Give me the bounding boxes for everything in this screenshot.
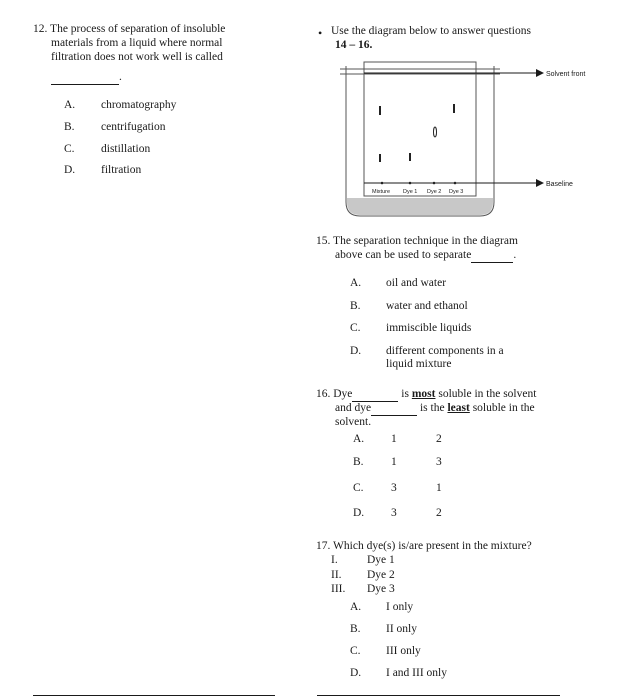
question-16-option-d-first: 3 bbox=[391, 507, 397, 519]
question-15-line2 bbox=[335, 248, 516, 263]
question-12-stem-line1: The process of separation of insoluble bbox=[50, 23, 226, 35]
baseline-label: Baseline bbox=[546, 181, 573, 188]
question-16-option-d-letter: D. bbox=[353, 507, 365, 519]
question-16-soluble-in-the: soluble in the bbox=[472, 402, 535, 414]
bottom-rule-right bbox=[317, 695, 560, 696]
question-16-is-word: is bbox=[401, 388, 409, 400]
question-17-item-3-roman: III. bbox=[331, 583, 346, 595]
question-15-stem-line2: above can be used to separate bbox=[335, 249, 472, 261]
question-17-item-1-text: Dye 1 bbox=[367, 554, 395, 566]
intro-line2: 14 – 16. bbox=[335, 39, 373, 51]
question-15-option-a-text: oil and water bbox=[386, 277, 447, 289]
question-16-line1 bbox=[316, 387, 536, 402]
question-12 bbox=[33, 22, 283, 85]
question-12-option-c-text: distillation bbox=[101, 143, 151, 155]
question-16-line2 bbox=[335, 401, 535, 416]
question-16-and-dye: and dye bbox=[335, 402, 372, 414]
question-12-option-b-text: centrifugation bbox=[101, 121, 166, 133]
dye-3-baseline-dot bbox=[454, 182, 457, 185]
question-12-option-c-letter: C. bbox=[64, 143, 75, 155]
question-16-solvent: solvent. bbox=[335, 416, 372, 428]
question-12-option-d-letter: D. bbox=[64, 164, 76, 176]
dye-2-baseline-dot bbox=[433, 182, 436, 185]
question-16-is-the: is the bbox=[419, 402, 445, 414]
solvent-front-label: Solvent front bbox=[546, 71, 586, 78]
question-16-option-c-second: 1 bbox=[436, 482, 442, 494]
question-17-item-1-roman: I. bbox=[331, 554, 338, 566]
question-15-option-d-text2: liquid mixture bbox=[386, 358, 452, 370]
question-17-item-2-roman: II. bbox=[331, 569, 342, 581]
question-15-option-c-letter: C. bbox=[350, 322, 361, 334]
question-15-option-c-text: immiscible liquids bbox=[386, 322, 472, 334]
question-15-option-d-letter: D. bbox=[350, 345, 362, 357]
question-12-option-d-text: filtration bbox=[101, 164, 142, 176]
question-15-option-b-text: water and ethanol bbox=[386, 300, 468, 312]
question-16-option-c-first: 3 bbox=[391, 482, 397, 494]
question-17-option-a-letter: A. bbox=[350, 601, 362, 613]
dye-1-baseline-dot bbox=[409, 182, 412, 185]
question-12-number: 12. bbox=[33, 23, 48, 35]
question-12-option-a-letter: A. bbox=[64, 99, 76, 111]
question-12-stem-line2: materials from a liquid where normal bbox=[51, 37, 223, 49]
question-16-dye-word: Dye bbox=[333, 388, 353, 400]
question-16-blank-1 bbox=[352, 387, 398, 402]
question-15-line1 bbox=[316, 234, 518, 248]
question-15-stem-line1: The separation technique in the diagram bbox=[333, 235, 518, 247]
question-17-option-b-text: II only bbox=[386, 623, 417, 635]
question-15-number: 15. bbox=[316, 235, 331, 247]
question-12-period: . bbox=[119, 71, 122, 83]
question-16-option-b-letter: B. bbox=[353, 456, 364, 468]
question-16-option-a-letter: A. bbox=[353, 433, 365, 445]
question-17-option-d-letter: D. bbox=[350, 667, 362, 679]
question-17-stem: Which dye(s) is/are present in the mixture? bbox=[333, 540, 532, 552]
question-16-option-b-second: 3 bbox=[436, 456, 442, 468]
question-17-option-c-letter: C. bbox=[350, 645, 361, 657]
question-16-option-a-first: 1 bbox=[391, 433, 397, 445]
question-15-option-b-letter: B. bbox=[350, 300, 361, 312]
mixture-label: Mixture bbox=[372, 189, 391, 195]
chromatography-paper bbox=[364, 62, 476, 196]
intro-bullet-icon: • bbox=[318, 26, 323, 40]
question-16-blank-2 bbox=[371, 401, 417, 416]
question-15-period: . bbox=[513, 249, 517, 261]
mixture-baseline-dot bbox=[381, 182, 384, 185]
solvent-front-arrowhead bbox=[536, 69, 544, 77]
question-16-option-d-second: 2 bbox=[436, 507, 442, 519]
dye-3-label: Dye 3 bbox=[449, 189, 464, 195]
question-17-number: 17. bbox=[316, 540, 331, 552]
bottom-rule-left bbox=[33, 695, 275, 696]
question-17-option-a-text: I only bbox=[386, 601, 414, 613]
question-17-item-3-text: Dye 3 bbox=[367, 583, 395, 595]
intro-line1: Use the diagram below to answer questions bbox=[331, 25, 531, 37]
chromatography-diagram bbox=[330, 52, 620, 222]
question-16-option-a-second: 2 bbox=[436, 433, 442, 445]
question-17-item-2-text: Dye 2 bbox=[367, 569, 395, 581]
question-15-answer-blank bbox=[471, 248, 513, 263]
question-15-option-a-letter: A. bbox=[350, 277, 362, 289]
question-17-line1 bbox=[316, 539, 532, 553]
question-12-option-b-letter: B. bbox=[64, 121, 75, 133]
dye-2-label: Dye 2 bbox=[427, 189, 442, 195]
question-12-option-a-text: chromatography bbox=[101, 99, 177, 111]
question-17-option-d-text: I and III only bbox=[386, 667, 447, 679]
question-16-soluble-text: soluble in the solvent bbox=[438, 388, 537, 400]
question-12-stem-line3: filtration does not work well is called bbox=[51, 51, 223, 63]
question-16-most-word: most bbox=[411, 388, 436, 400]
question-17-option-b-letter: B. bbox=[350, 623, 361, 635]
question-16-option-c-letter: C. bbox=[353, 482, 364, 494]
question-12-answer-blank bbox=[51, 70, 119, 85]
question-16-number: 16. bbox=[316, 388, 331, 400]
solvent-layer bbox=[347, 198, 493, 215]
question-15-option-d-text: different components in a bbox=[386, 345, 504, 357]
baseline-arrowhead bbox=[536, 179, 544, 187]
question-16-least-word: least bbox=[447, 402, 470, 414]
question-17-option-c-text: III only bbox=[386, 645, 421, 657]
question-16-option-b-first: 1 bbox=[391, 456, 397, 468]
dye-1-label: Dye 1 bbox=[403, 189, 418, 195]
